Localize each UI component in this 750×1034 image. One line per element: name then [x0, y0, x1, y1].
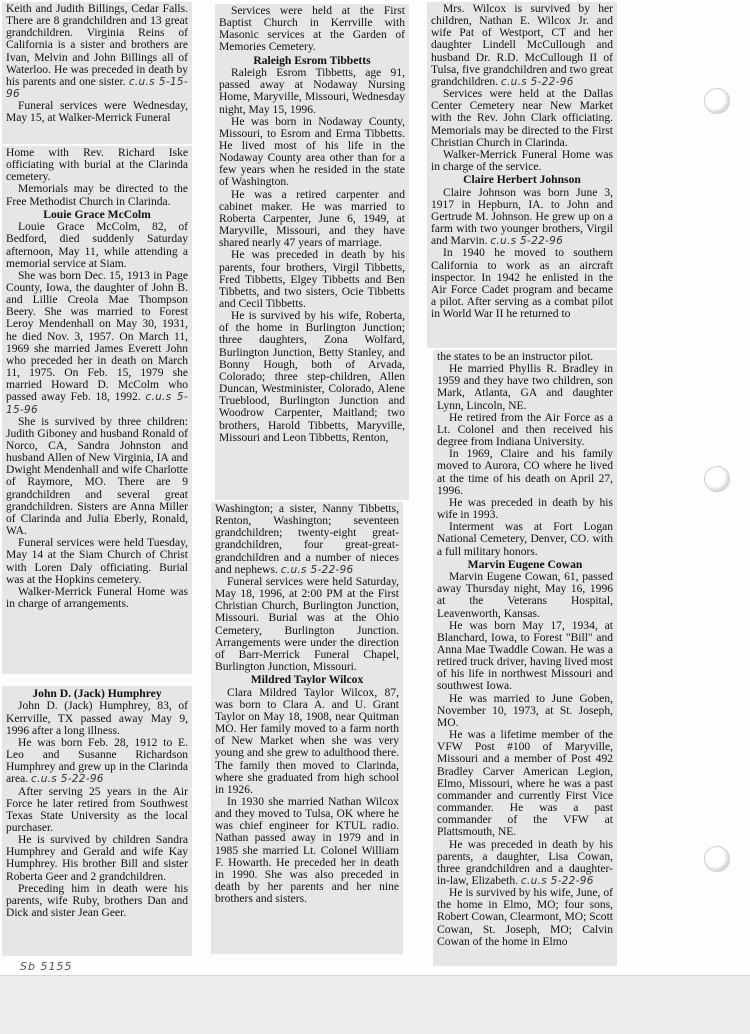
obit-paragraph: He was born May 17, 1934, at Blanchard, Iowa, to Forest "Bill" and Anna Mae Twaddle Cowan. He was a retired truck driver, having lived most of his life in northwest Missouri and southwest Iowa. [437, 619, 613, 693]
obit-paragraph: Walker-Merrick Funeral Home was in charge of arrangements. [6, 585, 188, 611]
handwritten-annotation: c.u.s 5-22-96 [280, 563, 354, 576]
handwritten-annotation: c.u.s 5-22-96 [31, 773, 104, 786]
obit-paragraph: He was preceded in death by his wife in 1993. [437, 496, 613, 522]
obit-paragraph: He was preceded in death by his parents, four brothers, Virgil Tibbetts, Fred Tibbetts, Elgey Tibbetts and Ben Tibbetts, and two sisters, Ocie Tibbetts and Cecil Tibbetts. [219, 249, 405, 310]
clipping-billings-continued [2, 2, 192, 144]
obit-paragraph: Home with Rev. Richard Iske officiating with burial at the Clarinda cemetery. [6, 147, 188, 184]
obituary-heading-cowan: Marvin Eugene Cowan [467, 557, 583, 571]
obit-paragraph: He is survived by children Sandra Humphrey and Gerald and wife Kay Humphrey. His brother Bill and sister Roberta Geer and 2 grandchildren. [6, 834, 188, 883]
obit-paragraph: He was married to June Goben, November 10, 1973, at St. Joseph, MO. [437, 692, 613, 729]
obit-paragraph: Walker-Merrick Funeral Home was in charge of the service. [431, 148, 613, 174]
obituary-heading-humphrey: John D. (Jack) Humphrey [32, 687, 162, 700]
clipping-cowan [433, 350, 617, 966]
obit-paragraph: Interment was at Fort Logan National Cemetery, Denver, CO. with a full military honors. [437, 521, 613, 558]
obit-paragraph: He was a retired carpenter and cabinet maker. He was married to Roberta Carpenter, June 6, 1949, at Maryville, Missouri, and they have shared nearly 47 years of marriage. [219, 188, 405, 250]
obit-paragraph: Memorials may be directed to the Free Methodist Church in Clarinda. [6, 183, 188, 208]
obit-paragraph: Keith and Judith Billings, Cedar Falls. There are 8 grandchildren and 13 great grandchildren. Virginia Reins of California is a sister and brothers are Ivan, Melvin and John Billings all of Waterloo. He was preceded in death by his parents and one sister. c.u.s 5-15-96 [6, 3, 188, 101]
obit-paragraph: He was born in Nodaway County, Missouri, to Esrom and Erma Tibbetts. He lived most of his life in the Nodaway County area other than for a few years when he resided in the state of Washington. [219, 115, 405, 189]
obit-paragraph: He was born Feb. 28, 1912 to E. Leo and Susanne Richardson Humphrey and grew up in the Clarinda area. c.u.s 5-22-96 [6, 736, 188, 786]
obit-paragraph: Funeral services were held Saturday, May 18, 1996, at 2:00 PM at the First Christian Church, Burlington Junction, Missouri. Burial was at the Ohio Cemetery, Burlington Junction. Arrangements were under the direction of Barr-Merrick Funeral Chapel, Burlington Junction, Missouri. [215, 575, 399, 674]
obit-paragraph: She is survived by three children: Judith Giboney and husband Ronald of Norco, CA, Sandra Johnston and husband Allen of New Virginia, IA and Dwight Mendenhall and wife Charlotte of Raymore, MO. There are 9 grandchildren and several great grandchildren. Sisters are Anna Miller of Clarinda and Julia Eberly, Ronald, WA. [6, 415, 188, 538]
obit-paragraph: In 1940 he moved to southern California to work as an aircraft inspector. In 1942 he enlisted in the Air Force Cadet program and became a pilot. After serving as a combat pilot in World War II he returned to [431, 247, 613, 321]
obit-paragraph: After serving 25 years in the Air Force he later retired from Southwest Texas State University as the local purchaser. [6, 785, 188, 834]
obit-paragraph: In 1969, Claire and his family moved to Aurora, CO where he lived at the time of his death on April 27, 1996. [437, 448, 613, 497]
obit-paragraph: He retired from the Air Force as a Lt. Colonel and then received his degree from Indiana University. [437, 411, 613, 449]
handwritten-annotation: c.u.s 5-22-96 [520, 874, 594, 887]
scan-bottom-margin [0, 975, 750, 1034]
obit-paragraph: He married Phyllis R. Bradley in 1959 and they have two children, son Mark, Atlanta, GA and daughter Lynn, Lincoln, NE. [437, 363, 613, 412]
handwritten-annotation: c.u.s 5-22-96 [500, 75, 574, 88]
clipping-mccolm [2, 146, 192, 674]
obituary-heading-johnson: Claire Herbert Johnson [463, 173, 581, 187]
obit-paragraph: He is survived by his wife, Roberta, of the home in Burlington Junction; three daughters, Zona Wolfard, Burlington Junction, Betty Stanley, and Bonny Hough, both of Arvada, Colorado; three step-children, Allen Duncan, Westminister, Colorado, Alene Trueblood, Burlington Junction and Woodrow Carpenter, Maitland; two brothers, Harold Tibbetts, Maryville, Missouri and Leon Tibbetts, Renton, [219, 310, 405, 444]
handwritten-annotation: c.u.s 5-15-96 [6, 75, 188, 101]
obit-paragraph: Marvin Eugene Cowan, 61, passed away Thursday night, May 16, 1996 at the Veterans Hospital, Leavenworth, Kansas. [437, 571, 613, 620]
punch-hole [704, 466, 730, 492]
punch-hole [704, 846, 730, 872]
obit-paragraph: Washington; a sister, Nanny Tibbetts, Renton, Washington; seventeen grandchildren; twenty-eight great-grandchildren, four great-great-grandchildren and a number of nieces and nephews. c.u.s 5-22-96 [215, 503, 399, 576]
obit-paragraph: Raleigh Esrom Tibbetts, age 91, passed away at Nodaway Nursing Home, Maryville, Missouri, Wednesday night, May 15, 1996. [219, 67, 405, 116]
punch-hole [704, 88, 730, 114]
obit-paragraph: He was preceded in death by his parents, a daughter, Lisa Cowan, three grandchildren and a daughter-in-law, Elizabeth. c.u.s 5-22-96 [437, 838, 613, 887]
clipping-wilcox [211, 502, 403, 954]
obit-paragraph: Funeral services were Wednesday, May 15, at Walker-Merrick Funeral [6, 100, 188, 125]
handwritten-annotation: c.u.s 5-22-96 [490, 235, 564, 248]
obit-paragraph: Clara Mildred Taylor Wilcox, 87, was born to Clara A. and U. Grant Taylor on May 18, 1908, near Quitman MO. Her family moved to a farm north of New Market when she was very young and she grew to adulthood there. The family then moved to Clarinda, where she graduated from high school in 1926. [215, 686, 399, 796]
obituary-heading-wilcox: Mildred Taylor Wilcox [250, 673, 364, 687]
obit-paragraph: He is survived by his wife, June, of the home in Elmo, MO; four sons, Robert Cowan, Clearmont, MO; Scott Cowan, St. Joseph, MO; Calvin Cowan of the home in Elmo [437, 887, 613, 948]
obit-paragraph: Services were held at the Dallas Center Cemetery near New Market with the Rev. John Clark officiating. Memorials may be directed to the First Christian Church in Clarinda. [431, 88, 613, 149]
obit-paragraph: Funeral services were held Tuesday, May 14 at the Siam Church of Christ with Loren Daly officiating. Burial was at the Hopkins cemetery. [6, 537, 188, 586]
obit-paragraph: Services were held at the First Baptist Church in Kerrville with Masonic services at the Garden of Memories Cemetery. [219, 5, 405, 54]
obit-paragraph: the states to be an instructor pilot. [437, 351, 594, 363]
clipping-tibbetts [215, 4, 409, 500]
clipping-humphrey [2, 686, 192, 956]
handwritten-annotation: c.u.s 5-15-96 [6, 391, 189, 416]
obit-paragraph: Preceding him in death were his parents, wife Ruby, brothers Dan and Dick and sister Jean Geer. [6, 882, 188, 920]
obit-paragraph: She was born Dec. 15, 1913 in Page County, Iowa, the daughter of John B. and Lillie Creola Mae Thompson Beery. She was married to Forest Leroy Mendenhall on May 30, 1931, he died Nov. 3, 1957. On March 11, 1969 she married James Everett John who preceded her in death on March 11, 1975. On Feb. 15, 1979 she married Howard D. McColm who passed away Feb. 18, 1992. c.u.s 5-15-96 [6, 269, 189, 416]
obit-paragraph: In 1930 she married Nathan Wilcox and they moved to Tulsa, OK where he was chief engineer for KTUL radio. Nathan passed away in 1979 and in 1985 she married Lt. Colonel William F. Howarth. He preceded her in death in 1990. She was also preceded in death by her parents and her nine brothers and sisters. [215, 796, 399, 906]
clipping-johnson [427, 2, 617, 348]
obit-paragraph: Claire Johnson was born June 3, 1917 in Hepburn, IA. to John and Gertrude M. Johnson. He grew up on a farm with two younger brothers, Virgil and Marvin. c.u.s 5-22-96 [431, 186, 613, 248]
obit-paragraph: Mrs. Wilcox is survived by her children, Nathan E. Wilcox Jr. and wife Pat of Westport, CT and her daughter Lindell McCullough and husband Dr. R.D. McCullough II of Tulsa, five grandchildren and two great grandchildren. c.u.s 5-22-96 [431, 3, 613, 88]
obit-paragraph: He was a lifetime member of the VFW Post #100 of Maryville, Missouri and a member of Post 492 Bradley Carver American Legion, Elmo, Missouri, where he was a past commander and currently First Vice commander. He was a past commander of the VFW at Plattsmouth, NE. [437, 729, 613, 839]
obit-paragraph: Louie Grace McColm, 82, of Bedford, died suddenly Saturday afternoon, May 11, while attending a memorial service at Siam. [6, 221, 188, 270]
handwritten-file-code: Sb 5155 [20, 960, 73, 973]
obit-paragraph: John D. (Jack) Humphrey, 83, of Kerrville, TX passed away May 9, 1996 after a long illness. [6, 700, 188, 737]
obituary-heading-mccolm: Louie Grace McColm [43, 207, 151, 221]
obituary-heading-tibbetts: Raleigh Esrom Tibbetts [253, 53, 371, 67]
